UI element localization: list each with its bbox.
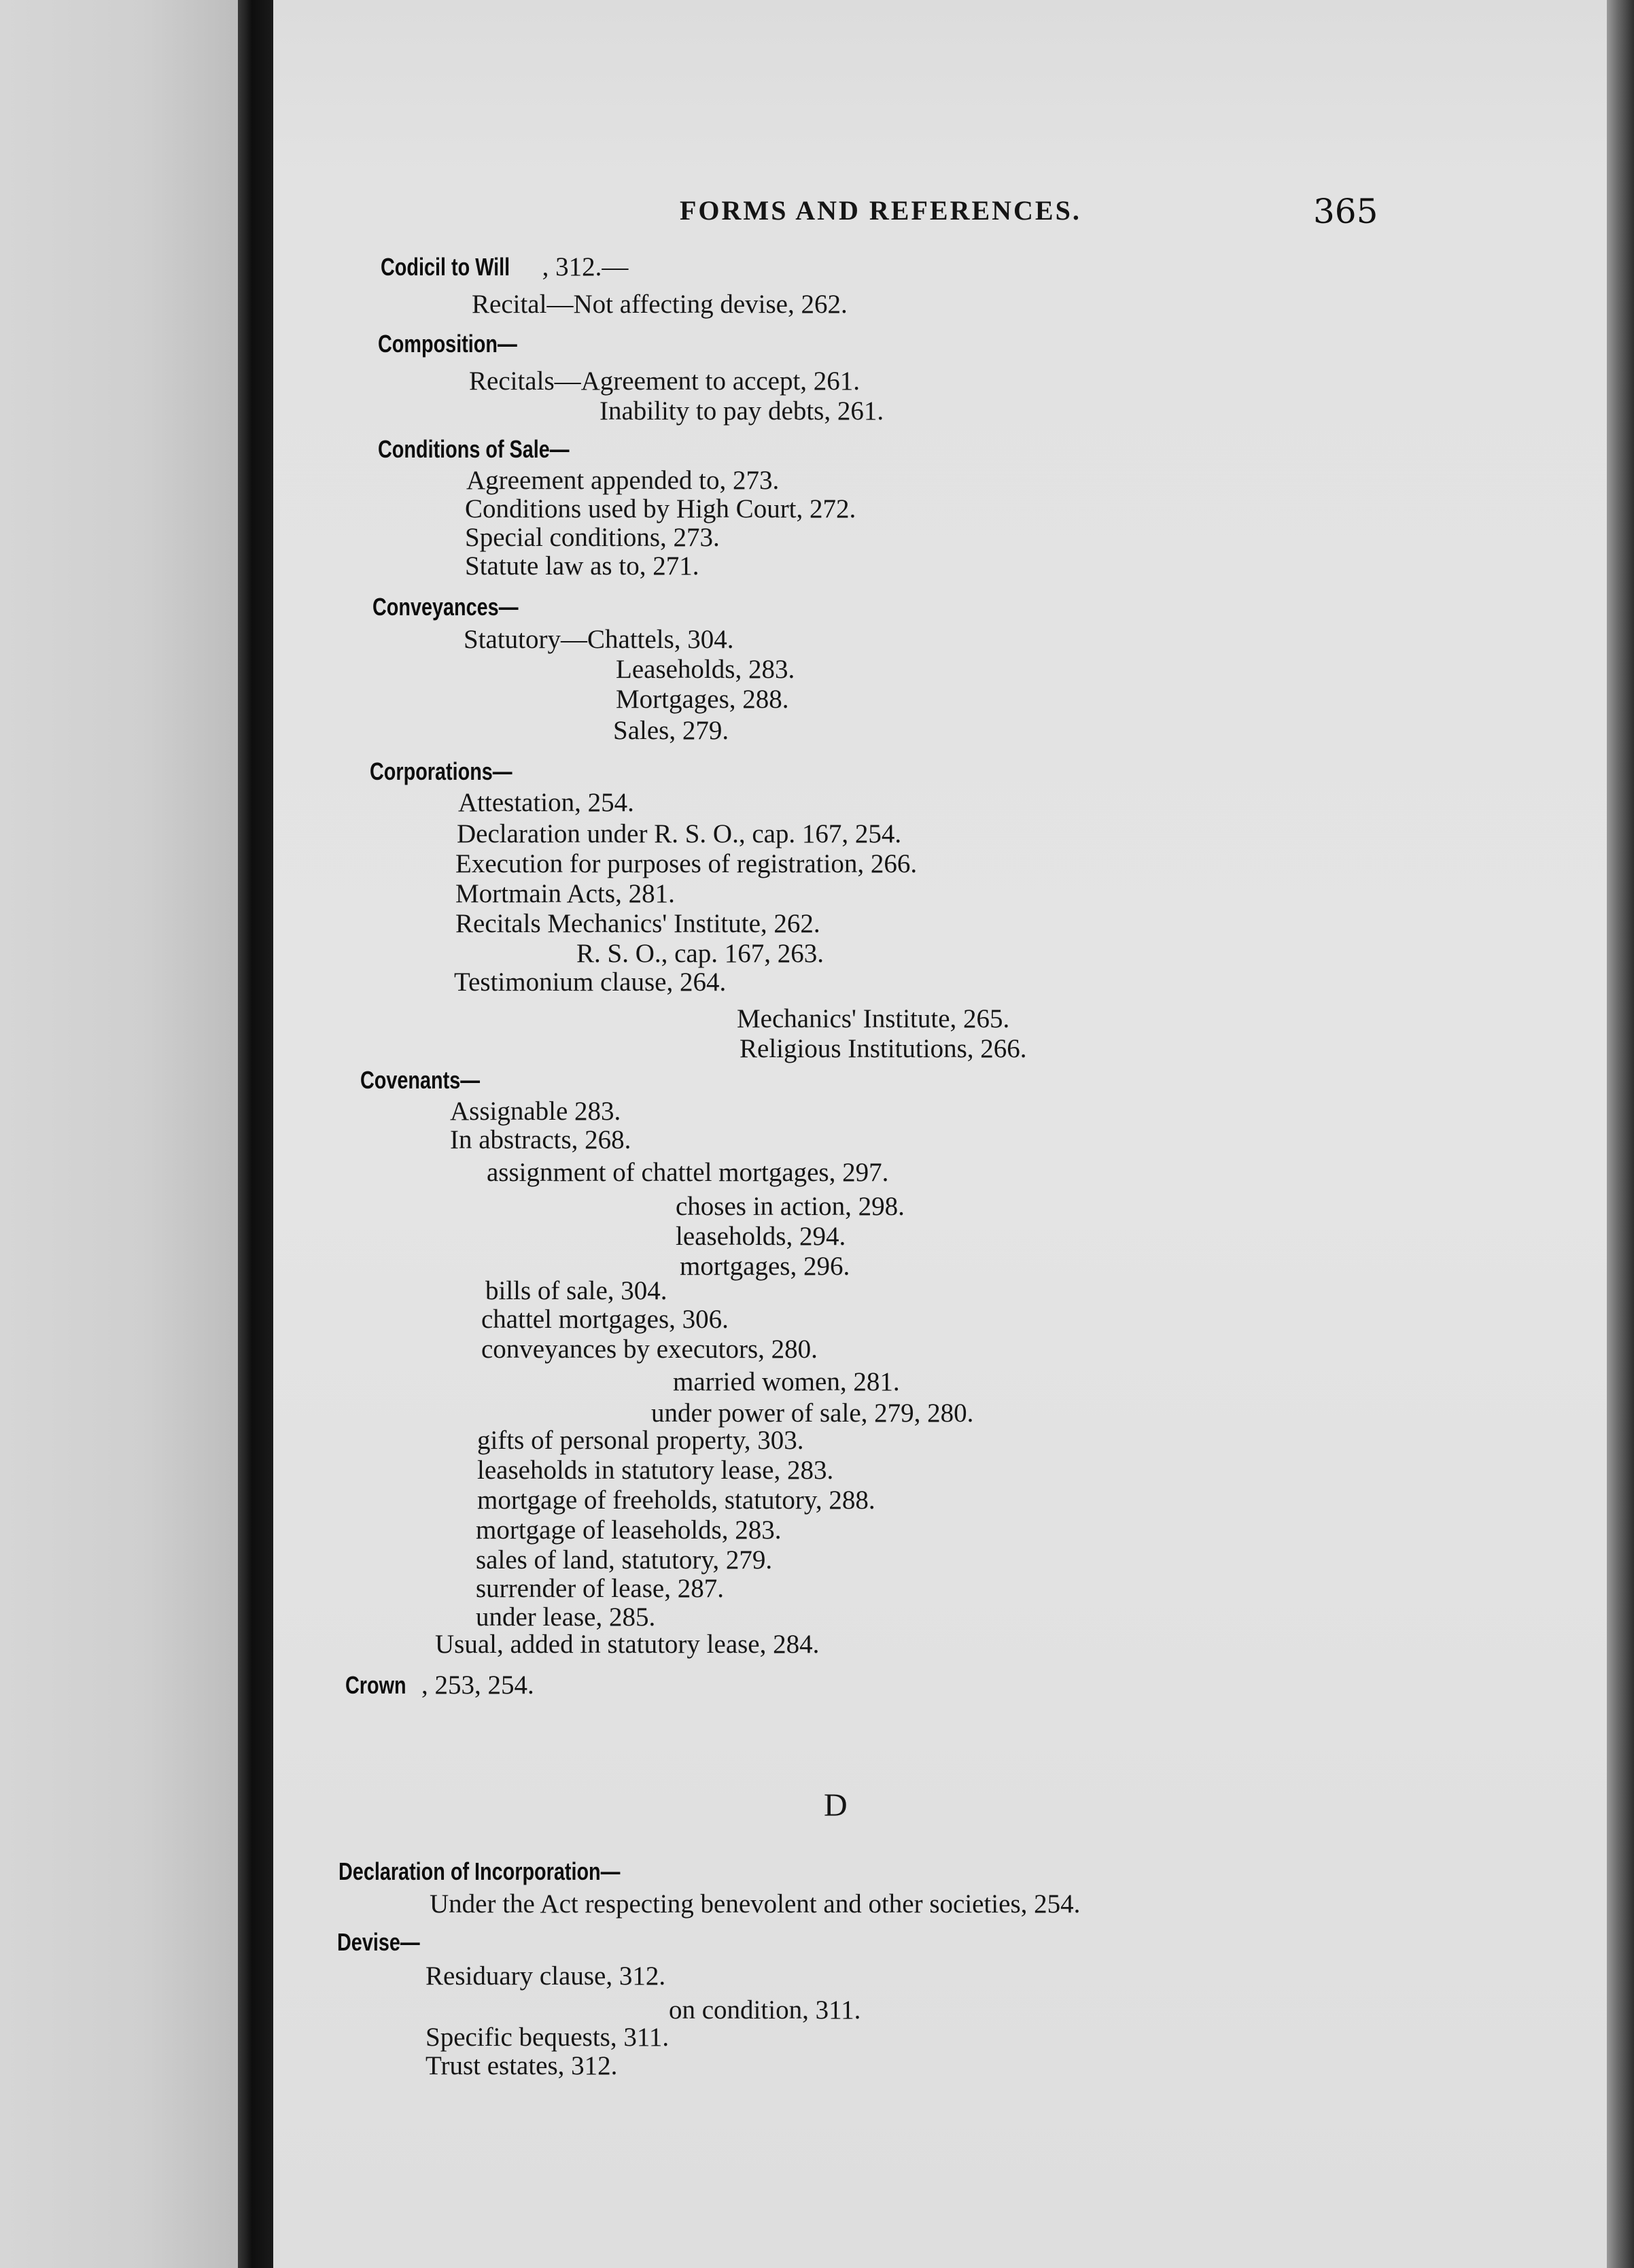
index-subentry: Testimonium clause, 264. <box>454 967 727 997</box>
entry-heading-pages: , 312.— <box>542 252 629 281</box>
index-entry-conveyances <box>372 591 555 622</box>
running-head: FORMS AND REFERENCES. <box>680 195 1081 226</box>
index-subentry: Mechanics' Institute, 265. <box>737 1004 1010 1033</box>
entry-heading: Composition— <box>378 330 517 358</box>
index-subentry: mortgages, 296. <box>680 1252 850 1281</box>
index-subentry: sales of land, statutory, 279. <box>476 1545 773 1575</box>
entry-heading: Codicil to Will <box>381 253 510 281</box>
entry-heading: Crown <box>345 1671 406 1699</box>
index-subentry: on condition, 311. <box>669 1995 861 2025</box>
index-subentry: Agreement appended to, 273. <box>466 466 780 495</box>
index-subentry: chattel mortgages, 306. <box>481 1305 729 1334</box>
index-entry-covenants <box>360 1065 510 1095</box>
entry-heading: Devise— <box>337 1928 420 1956</box>
index-subentry: R. S. O., cap. 167, 263. <box>576 939 824 968</box>
index-subentry: Mortmain Acts, 281. <box>455 879 675 908</box>
index-subentry: mortgage of freeholds, statutory, 288. <box>477 1485 875 1515</box>
index-subentry: Recitals Mechanics' Institute, 262. <box>455 909 820 938</box>
index-subentry: In abstracts, 268. <box>450 1125 631 1154</box>
entry-heading-pages: , 253, 254. <box>421 1670 534 1700</box>
page-number: 365 <box>1313 192 1378 231</box>
index-subentry: surrender of lease, 287. <box>476 1574 724 1603</box>
entry-heading: Declaration of Incorporation— <box>338 1857 621 1885</box>
book-gutter <box>238 0 273 2268</box>
index-subentry: Conditions used by High Court, 272. <box>465 494 856 523</box>
index-subentry: Declaration under R. S. O., cap. 167, 254. <box>457 819 902 848</box>
index-subentry: under lease, 285. <box>476 1602 656 1632</box>
index-subentry: Specific bequests, 311. <box>425 2023 670 2052</box>
index-subentry: Recital—Not affecting devise, 262. <box>472 290 848 319</box>
index-subentry: Special conditions, 273. <box>465 523 720 552</box>
index-subentry: leaseholds in statutory lease, 283. <box>477 1456 834 1485</box>
index-entry-composition <box>378 328 552 359</box>
index-subentry: Recitals—Agreement to accept, 261. <box>469 366 861 396</box>
index-entry-devise <box>337 1927 440 1957</box>
index-subentry: Trust estates, 312. <box>425 2051 618 2080</box>
index-entry-corporations <box>370 756 548 787</box>
index-subentry: mortgage of leaseholds, 283. <box>476 1515 782 1545</box>
index-subentry: Statute law as to, 271. <box>465 551 699 581</box>
index-entry-declaration-of-incorporation <box>338 1856 691 1887</box>
index-subentry: Leaseholds, 283. <box>616 655 795 684</box>
index-entry-conditions-of-sale <box>378 434 617 464</box>
index-subentry: Assignable 283. <box>450 1097 621 1126</box>
index-subentry: leaseholds, 294. <box>676 1222 846 1251</box>
index-subentry: conveyances by executors, 280. <box>481 1335 818 1364</box>
page-edge <box>1607 0 1634 2268</box>
section-letter: D <box>824 1787 848 1823</box>
index-subentry: Residuary clause, 312. <box>425 1961 666 1991</box>
index-entry-crown <box>345 1670 534 1700</box>
index-subentry: Sales, 279. <box>613 716 729 745</box>
index-subentry: bills of sale, 304. <box>485 1276 667 1305</box>
facing-page <box>0 0 238 2268</box>
index-subentry: Mortgages, 288. <box>616 685 789 714</box>
index-subentry: Under the Act respecting benevolent and other societies, 254. <box>430 1889 1081 1919</box>
index-subentry: choses in action, 298. <box>676 1192 905 1221</box>
index-subentry: Attestation, 254. <box>458 788 634 817</box>
index-subentry: assignment of chattel mortgages, 297. <box>487 1158 889 1187</box>
index-subentry: Usual, added in statutory lease, 284. <box>435 1630 820 1659</box>
index-subentry: Religious Institutions, 266. <box>740 1034 1027 1063</box>
index-entry-codicil <box>381 252 628 282</box>
index-subentry: gifts of personal property, 303. <box>477 1426 804 1455</box>
index-subentry: under power of sale, 279, 280. <box>651 1398 974 1428</box>
index-subentry: married women, 281. <box>673 1367 900 1396</box>
entry-heading: Conveyances— <box>372 593 519 621</box>
entry-heading: Covenants— <box>360 1066 481 1094</box>
entry-heading: Corporations— <box>370 757 512 785</box>
index-subentry: Statutory—Chattels, 304. <box>464 625 734 654</box>
index-subentry: Inability to pay debts, 261. <box>599 396 884 426</box>
index-subentry: Execution for purposes of registration, 266. <box>455 849 918 878</box>
entry-heading: Conditions of Sale— <box>378 435 570 463</box>
